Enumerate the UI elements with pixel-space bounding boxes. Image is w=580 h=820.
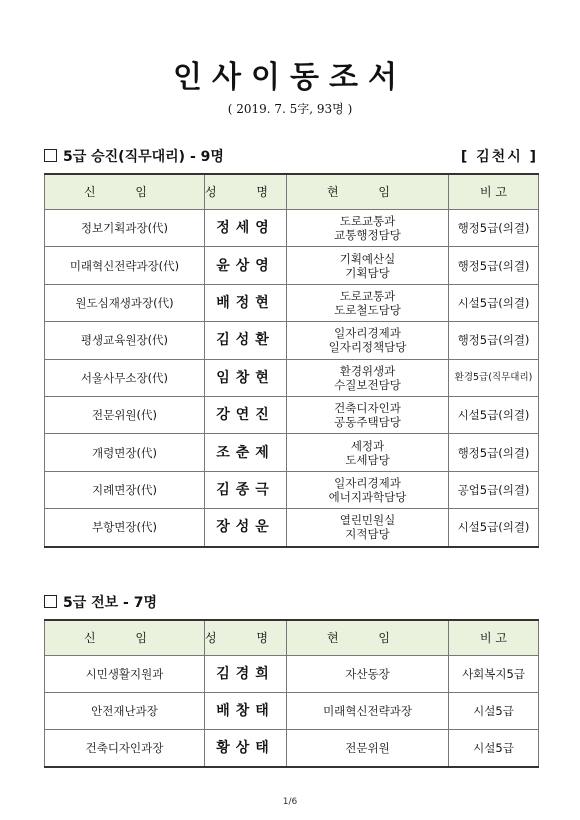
current-post-cell: 자산동장 — [287, 656, 449, 693]
current-department: 세정과 — [350, 438, 385, 453]
new-post-cell: 부항면장(代) — [45, 509, 205, 547]
current-post-cell — [287, 509, 449, 547]
header-current: 현 임 — [287, 620, 449, 656]
person-name-cell: 배정현 — [205, 284, 287, 321]
table-header-row — [45, 620, 539, 656]
remarks-cell: 행정5급(의결) — [449, 322, 539, 359]
person-name-cell: 김성환 — [205, 322, 287, 359]
document-title: 인사이동조서 — [173, 60, 407, 95]
current-team: 도로철도담당 — [334, 302, 401, 317]
remarks-cell: 시설5급(의결) — [449, 396, 539, 433]
person-name-cell: 강연진 — [205, 396, 287, 433]
new-post-cell: 평생교육원장(代) — [45, 322, 205, 359]
section-region-label: [ 김천시 ] — [460, 149, 538, 165]
new-post-cell: 미래혁신전략과장(代) — [45, 247, 205, 284]
current-team: 에너지과학담당 — [328, 489, 407, 504]
header-name: 성 명 — [205, 620, 287, 656]
new-post-cell: 시민생활지원과 — [45, 656, 205, 693]
current-team: 기획담당 — [345, 265, 390, 280]
table-row — [45, 284, 539, 321]
table-row — [45, 693, 539, 730]
table-row — [45, 396, 539, 433]
current-team: 지적담당 — [345, 527, 390, 542]
current-team: 일자리정책담당 — [328, 340, 407, 355]
section-promotion-heading — [44, 146, 538, 168]
new-post-cell: 정보기획과장(代) — [45, 210, 205, 247]
checkbox-square-icon — [44, 149, 57, 162]
new-post-cell: 지례면장(代) — [45, 471, 205, 508]
table-row — [45, 322, 539, 359]
current-post-cell — [287, 322, 449, 359]
header-remarks: 비 고 — [449, 174, 539, 210]
new-post-cell: 전문위원(代) — [45, 396, 205, 433]
remarks-cell: 사회복지5급 — [449, 656, 539, 693]
current-department: 일자리경제과 — [334, 475, 401, 490]
remarks-cell: 행정5급(의결) — [449, 247, 539, 284]
header-new-post: 신 임 — [45, 174, 205, 210]
header-current: 현 임 — [287, 174, 449, 210]
current-post-cell — [287, 396, 449, 433]
remarks-cell: 시설5급(의결) — [449, 509, 539, 547]
new-post-cell: 원도심재생과장(代) — [45, 284, 205, 321]
current-department: 건축디자인과 — [334, 401, 401, 416]
person-name-cell: 조춘제 — [205, 434, 287, 471]
table-row — [45, 434, 539, 471]
remarks-cell: 시설5급 — [449, 730, 539, 768]
current-post-cell — [287, 434, 449, 471]
remarks-cell: 시설5급(의결) — [449, 284, 539, 321]
table-row — [45, 656, 539, 693]
current-post-cell: 미래혁신전략과장 — [287, 693, 449, 730]
current-post-cell: 전문위원 — [287, 730, 449, 768]
remarks-cell: 공업5급(의결) — [449, 471, 539, 508]
remarks-cell: 시설5급 — [449, 693, 539, 730]
transfer-table — [44, 619, 539, 768]
current-department: 환경위생과 — [339, 363, 396, 378]
header-remarks: 비 고 — [449, 620, 539, 656]
new-post-cell: 건축디자인과장 — [45, 730, 205, 768]
section-transfer-title: 5급 전보 - 7명 — [63, 595, 158, 611]
remarks-cell: 행정5급(의결) — [449, 210, 539, 247]
person-name-cell: 윤상영 — [205, 247, 287, 284]
person-name-cell: 장성운 — [205, 509, 287, 547]
current-team: 도세담당 — [345, 452, 390, 467]
person-name-cell: 김종극 — [205, 471, 287, 508]
document-subtitle: ( 2019. 7. 5字, 93명 ) — [227, 102, 353, 116]
current-department: 기획예산실 — [339, 251, 396, 266]
new-post-cell: 개령면장(代) — [45, 434, 205, 471]
page-number: 1/6 — [282, 797, 298, 807]
section-transfer-heading — [44, 592, 538, 614]
table-header-row — [45, 174, 539, 210]
current-department: 일자리경제과 — [334, 326, 401, 341]
header-name: 성 명 — [205, 174, 287, 210]
table-row — [45, 247, 539, 284]
current-post-cell — [287, 284, 449, 321]
table-row — [45, 509, 539, 547]
table-row — [45, 359, 539, 396]
checkbox-square-icon — [44, 595, 57, 608]
current-post-cell — [287, 210, 449, 247]
section-promotion-title: 5급 승진(직무대리) - 9명 — [63, 149, 224, 165]
current-post-cell — [287, 247, 449, 284]
table-row — [45, 471, 539, 508]
new-post-cell: 서울사무소장(代) — [45, 359, 205, 396]
table-row — [45, 210, 539, 247]
person-name-cell: 배창태 — [205, 693, 287, 730]
promotion-table — [44, 173, 539, 548]
current-department: 도로교통과 — [339, 214, 396, 229]
person-name-cell: 김경희 — [205, 656, 287, 693]
current-team: 교통행정담당 — [334, 228, 401, 243]
current-post-cell — [287, 471, 449, 508]
person-name-cell: 임창현 — [205, 359, 287, 396]
current-post-cell — [287, 359, 449, 396]
new-post-cell: 안전재난과장 — [45, 693, 205, 730]
person-name-cell: 황상태 — [205, 730, 287, 768]
remarks-cell: 행정5급(의결) — [449, 434, 539, 471]
header-new-post: 신 임 — [45, 620, 205, 656]
table-row — [45, 730, 539, 768]
current-team: 수질보전담당 — [334, 377, 401, 392]
person-name-cell: 정세영 — [205, 210, 287, 247]
current-department: 열린민원실 — [339, 513, 396, 528]
current-team: 공동주택담당 — [334, 415, 401, 430]
remarks-cell: 환경5급(직무대리) — [449, 359, 539, 396]
current-department: 도로교통과 — [339, 288, 396, 303]
